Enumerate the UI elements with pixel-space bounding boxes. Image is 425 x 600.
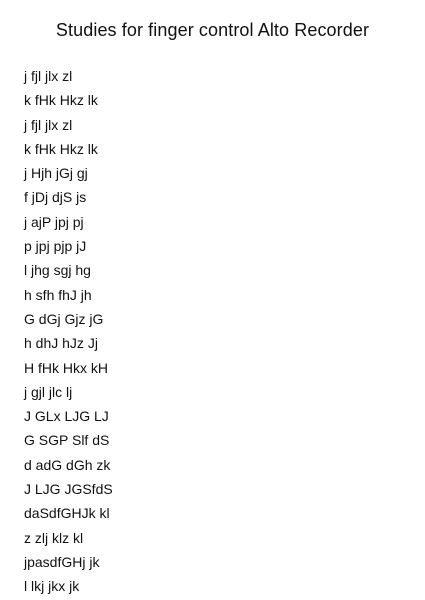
exercise-line: p jpj pjp jJ	[24, 238, 87, 255]
exercise-line: f jDj djS js	[24, 189, 87, 206]
exercise-line: h dhJ hJz Jj	[24, 335, 98, 352]
exercise-line: k fHk Hkz lk	[24, 140, 98, 157]
exercise-line: l jhg sgj hg	[24, 262, 91, 279]
exercise-line: j fjl jlx zl	[24, 68, 73, 84]
exercise-line: d adG dGh zk	[24, 456, 111, 473]
exercise-line: jpasdfGHj jk	[24, 553, 100, 570]
exercise-line: J LJG JGSfdS	[24, 481, 113, 498]
exercise-line: z zlj klz kl	[24, 529, 84, 546]
exercise-line: h sfh fhJ jh	[24, 286, 92, 303]
exercise-list	[24, 64, 113, 599]
exercise-line: j Hjh jGj gj	[24, 165, 88, 182]
exercise-line: j fjl jlx zl	[24, 116, 73, 133]
exercise-line: j ajP jpj pj	[24, 213, 84, 230]
exercise-line: daSdfGHJk kl	[24, 505, 110, 522]
exercise-line: J GLx LJG LJ	[24, 408, 109, 425]
page-title: Studies for finger control Alto Recorder	[55, 20, 370, 40]
exercise-line: l lkj jkx jk	[24, 578, 80, 595]
exercise-line: k fHk Hkz lk	[24, 92, 98, 109]
exercise-line: j gjl jlc lj	[24, 383, 73, 400]
exercise-line: H fHk Hkx kH	[24, 359, 108, 376]
exercise-line: G SGP Slf dS	[24, 432, 110, 449]
exercise-line: G dGj Gjz jG	[24, 310, 104, 327]
